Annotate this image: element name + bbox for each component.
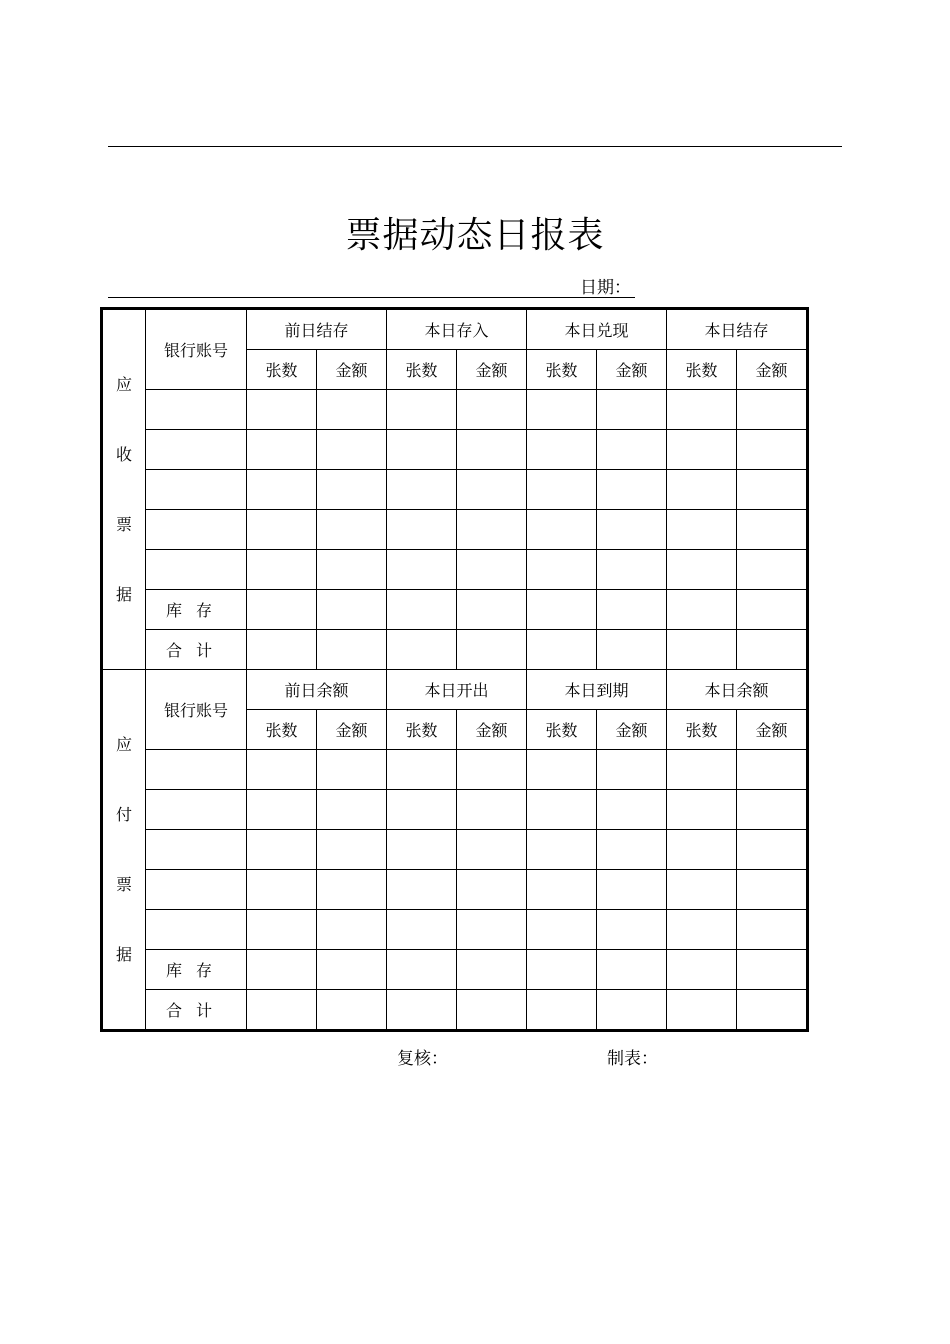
receivable-account-cell[interactable] [146, 390, 247, 430]
receivable-account-cell[interactable] [146, 430, 247, 470]
receivable-value-cell[interactable] [667, 470, 737, 510]
date-label: 日期： [580, 278, 631, 298]
payable-value-cell[interactable] [387, 830, 457, 870]
payable-value-cell[interactable] [387, 790, 457, 830]
review-label: 复核： [397, 1049, 448, 1069]
payable-stock-cell[interactable] [247, 950, 317, 990]
receivable-value-cell[interactable] [527, 430, 597, 470]
receivable-amount-header: 金额 [737, 350, 808, 390]
payable-stock-cell[interactable] [527, 950, 597, 990]
payable-value-cell[interactable] [667, 790, 737, 830]
receivable-value-cell[interactable] [597, 510, 667, 550]
receivable-stock-cell[interactable] [457, 590, 527, 630]
payable-value-cell[interactable] [247, 910, 317, 950]
receivable-account-cell[interactable] [146, 510, 247, 550]
maker-label: 制表： [607, 1049, 658, 1069]
payable-stock-cell[interactable] [667, 950, 737, 990]
receivable-group-header: 本日结存 [667, 309, 808, 350]
payable-value-cell[interactable] [317, 750, 387, 790]
receivable-amount-header: 金额 [457, 350, 527, 390]
receivable-value-cell[interactable] [597, 430, 667, 470]
receivable-value-cell[interactable] [597, 390, 667, 430]
receivable-amount-header: 金额 [597, 350, 667, 390]
payable-value-cell[interactable] [527, 910, 597, 950]
receivable-value-cell[interactable] [457, 510, 527, 550]
receivable-group-header: 本日存入 [387, 309, 527, 350]
payable-count-header: 张数 [667, 710, 737, 750]
payable-total-cell[interactable] [457, 990, 527, 1031]
receivable-side-label [102, 309, 146, 670]
payable-account-header: 银行账号 [146, 670, 247, 750]
payable-value-cell[interactable] [597, 910, 667, 950]
payable-stock-cell[interactable] [317, 950, 387, 990]
payable-value-cell[interactable] [387, 750, 457, 790]
payable-group-header-row [102, 670, 808, 710]
payable-stock-cell[interactable] [457, 950, 527, 990]
receivable-total-cell[interactable] [387, 630, 457, 670]
receivable-value-cell[interactable] [387, 430, 457, 470]
payable-value-cell[interactable] [597, 830, 667, 870]
receivable-value-cell[interactable] [457, 470, 527, 510]
payable-value-cell[interactable] [667, 830, 737, 870]
receivable-group-header-row [102, 309, 808, 350]
receivable-data-row [102, 390, 808, 430]
receivable-value-cell[interactable] [667, 390, 737, 430]
receivable-account-cell[interactable] [146, 550, 247, 590]
receivable-stock-row [102, 590, 808, 630]
receivable-value-cell[interactable] [737, 430, 808, 470]
payable-amount-header: 金额 [597, 710, 667, 750]
payable-stock-cell[interactable] [387, 950, 457, 990]
payable-group-header: 本日开出 [387, 670, 527, 710]
header-rule [108, 146, 842, 147]
receivable-total-cell[interactable] [737, 630, 808, 670]
payable-account-cell[interactable] [146, 870, 247, 910]
payable-stock-label: 库存 [146, 950, 247, 990]
receivable-side-char: 票 [115, 514, 132, 534]
payable-side-char: 据 [115, 944, 132, 964]
receivable-value-cell[interactable] [457, 430, 527, 470]
payable-data-row [102, 870, 808, 910]
receivable-value-cell[interactable] [527, 470, 597, 510]
payable-value-cell[interactable] [667, 910, 737, 950]
receivable-value-cell[interactable] [247, 510, 317, 550]
payable-value-cell[interactable] [387, 870, 457, 910]
receivable-value-cell[interactable] [597, 470, 667, 510]
receivable-data-row [102, 550, 808, 590]
receivable-account-header: 银行账号 [146, 309, 247, 390]
payable-total-cell[interactable] [667, 990, 737, 1031]
payable-data-row [102, 830, 808, 870]
receivable-stock-cell[interactable] [737, 590, 808, 630]
payable-value-cell[interactable] [737, 910, 808, 950]
payable-total-cell[interactable] [527, 990, 597, 1031]
receivable-value-cell[interactable] [247, 430, 317, 470]
payable-account-cell[interactable] [146, 830, 247, 870]
payable-value-cell[interactable] [457, 790, 527, 830]
receivable-stock-cell[interactable] [527, 590, 597, 630]
payable-value-cell[interactable] [597, 870, 667, 910]
bill-daily-report-table [100, 307, 809, 1032]
receivable-value-cell[interactable] [737, 550, 808, 590]
payable-value-cell[interactable] [527, 830, 597, 870]
receivable-amount-header: 金额 [317, 350, 387, 390]
receivable-group-header: 本日兑现 [527, 309, 667, 350]
payable-stock-cell[interactable] [597, 950, 667, 990]
payable-value-cell[interactable] [247, 830, 317, 870]
payable-value-cell[interactable] [317, 790, 387, 830]
receivable-group-header: 前日结存 [247, 309, 387, 350]
payable-total-label: 合计 [146, 990, 247, 1031]
payable-value-cell[interactable] [527, 750, 597, 790]
receivable-total-cell[interactable] [597, 630, 667, 670]
payable-value-cell[interactable] [247, 750, 317, 790]
payable-group-header: 本日到期 [527, 670, 667, 710]
receivable-stock-label: 库存 [146, 590, 247, 630]
receivable-value-cell[interactable] [667, 550, 737, 590]
receivable-value-cell[interactable] [317, 510, 387, 550]
receivable-value-cell[interactable] [667, 510, 737, 550]
receivable-value-cell[interactable] [317, 430, 387, 470]
payable-data-row [102, 790, 808, 830]
receivable-count-header: 张数 [527, 350, 597, 390]
payable-side-char: 应 [115, 734, 132, 754]
payable-account-cell[interactable] [146, 750, 247, 790]
receivable-value-cell[interactable] [737, 510, 808, 550]
payable-value-cell[interactable] [597, 750, 667, 790]
payable-value-cell[interactable] [457, 870, 527, 910]
receivable-value-cell[interactable] [387, 550, 457, 590]
receivable-value-cell[interactable] [317, 390, 387, 430]
payable-value-cell[interactable] [667, 750, 737, 790]
receivable-value-cell[interactable] [527, 550, 597, 590]
payable-account-cell[interactable] [146, 790, 247, 830]
receivable-total-label: 合计 [146, 630, 247, 670]
receivable-total-cell[interactable] [247, 630, 317, 670]
receivable-total-cell[interactable] [667, 630, 737, 670]
receivable-value-cell[interactable] [317, 550, 387, 590]
receivable-stock-cell[interactable] [387, 590, 457, 630]
receivable-value-cell[interactable] [387, 390, 457, 430]
payable-value-cell[interactable] [457, 750, 527, 790]
payable-value-cell[interactable] [317, 910, 387, 950]
receivable-value-cell[interactable] [387, 510, 457, 550]
receivable-side-char: 收 [115, 444, 132, 464]
receivable-value-cell[interactable] [317, 470, 387, 510]
payable-account-cell[interactable] [146, 910, 247, 950]
payable-group-header: 前日余额 [247, 670, 387, 710]
receivable-value-cell[interactable] [527, 510, 597, 550]
receivable-value-cell[interactable] [597, 550, 667, 590]
payable-total-cell[interactable] [737, 990, 808, 1031]
payable-value-cell[interactable] [457, 830, 527, 870]
payable-total-row [102, 990, 808, 1031]
payable-side-label [102, 670, 146, 1031]
receivable-data-row [102, 430, 808, 470]
payable-value-cell[interactable] [667, 870, 737, 910]
receivable-data-row [102, 470, 808, 510]
payable-count-header: 张数 [247, 710, 317, 750]
payable-group-header: 本日余额 [667, 670, 808, 710]
receivable-stock-cell[interactable] [317, 590, 387, 630]
payable-value-cell[interactable] [737, 750, 808, 790]
payable-amount-header: 金额 [317, 710, 387, 750]
receivable-value-cell[interactable] [387, 470, 457, 510]
payable-total-cell[interactable] [317, 990, 387, 1031]
payable-data-row [102, 910, 808, 950]
payable-data-row [102, 750, 808, 790]
receivable-count-header: 张数 [387, 350, 457, 390]
receivable-value-cell[interactable] [457, 550, 527, 590]
payable-total-cell[interactable] [247, 990, 317, 1031]
payable-amount-header: 金额 [737, 710, 808, 750]
receivable-total-cell[interactable] [457, 630, 527, 670]
payable-count-header: 张数 [387, 710, 457, 750]
receivable-stock-cell[interactable] [247, 590, 317, 630]
payable-value-cell[interactable] [387, 910, 457, 950]
payable-value-cell[interactable] [317, 830, 387, 870]
receivable-value-cell[interactable] [527, 390, 597, 430]
receivable-data-row [102, 510, 808, 550]
receivable-value-cell[interactable] [247, 470, 317, 510]
receivable-account-cell[interactable] [146, 470, 247, 510]
receivable-value-cell[interactable] [247, 550, 317, 590]
receivable-value-cell[interactable] [737, 390, 808, 430]
receivable-stock-cell[interactable] [597, 590, 667, 630]
payable-stock-cell[interactable] [737, 950, 808, 990]
payable-stock-row [102, 950, 808, 990]
payable-value-cell[interactable] [737, 790, 808, 830]
receivable-total-cell[interactable] [317, 630, 387, 670]
document-title: 票据动态日报表 [345, 215, 605, 256]
receivable-total-cell[interactable] [527, 630, 597, 670]
receivable-total-row [102, 630, 808, 670]
payable-side-char: 票 [115, 874, 132, 894]
receivable-stock-cell[interactable] [667, 590, 737, 630]
payable-value-cell[interactable] [737, 830, 808, 870]
receivable-count-header: 张数 [667, 350, 737, 390]
receivable-value-cell[interactable] [737, 470, 808, 510]
payable-side-char: 付 [115, 804, 132, 824]
payable-total-cell[interactable] [387, 990, 457, 1031]
payable-value-cell[interactable] [247, 790, 317, 830]
receivable-value-cell[interactable] [667, 430, 737, 470]
date-underline [108, 297, 635, 298]
receivable-count-header: 张数 [247, 350, 317, 390]
payable-value-cell[interactable] [737, 870, 808, 910]
payable-total-cell[interactable] [597, 990, 667, 1031]
payable-count-header: 张数 [527, 710, 597, 750]
payable-value-cell[interactable] [317, 870, 387, 910]
payable-value-cell[interactable] [457, 910, 527, 950]
payable-value-cell[interactable] [527, 870, 597, 910]
receivable-value-cell[interactable] [247, 390, 317, 430]
payable-value-cell[interactable] [597, 790, 667, 830]
payable-amount-header: 金额 [457, 710, 527, 750]
receivable-value-cell[interactable] [457, 390, 527, 430]
payable-value-cell[interactable] [247, 870, 317, 910]
payable-value-cell[interactable] [527, 790, 597, 830]
receivable-side-char: 据 [115, 584, 132, 604]
receivable-side-char: 应 [115, 374, 132, 394]
